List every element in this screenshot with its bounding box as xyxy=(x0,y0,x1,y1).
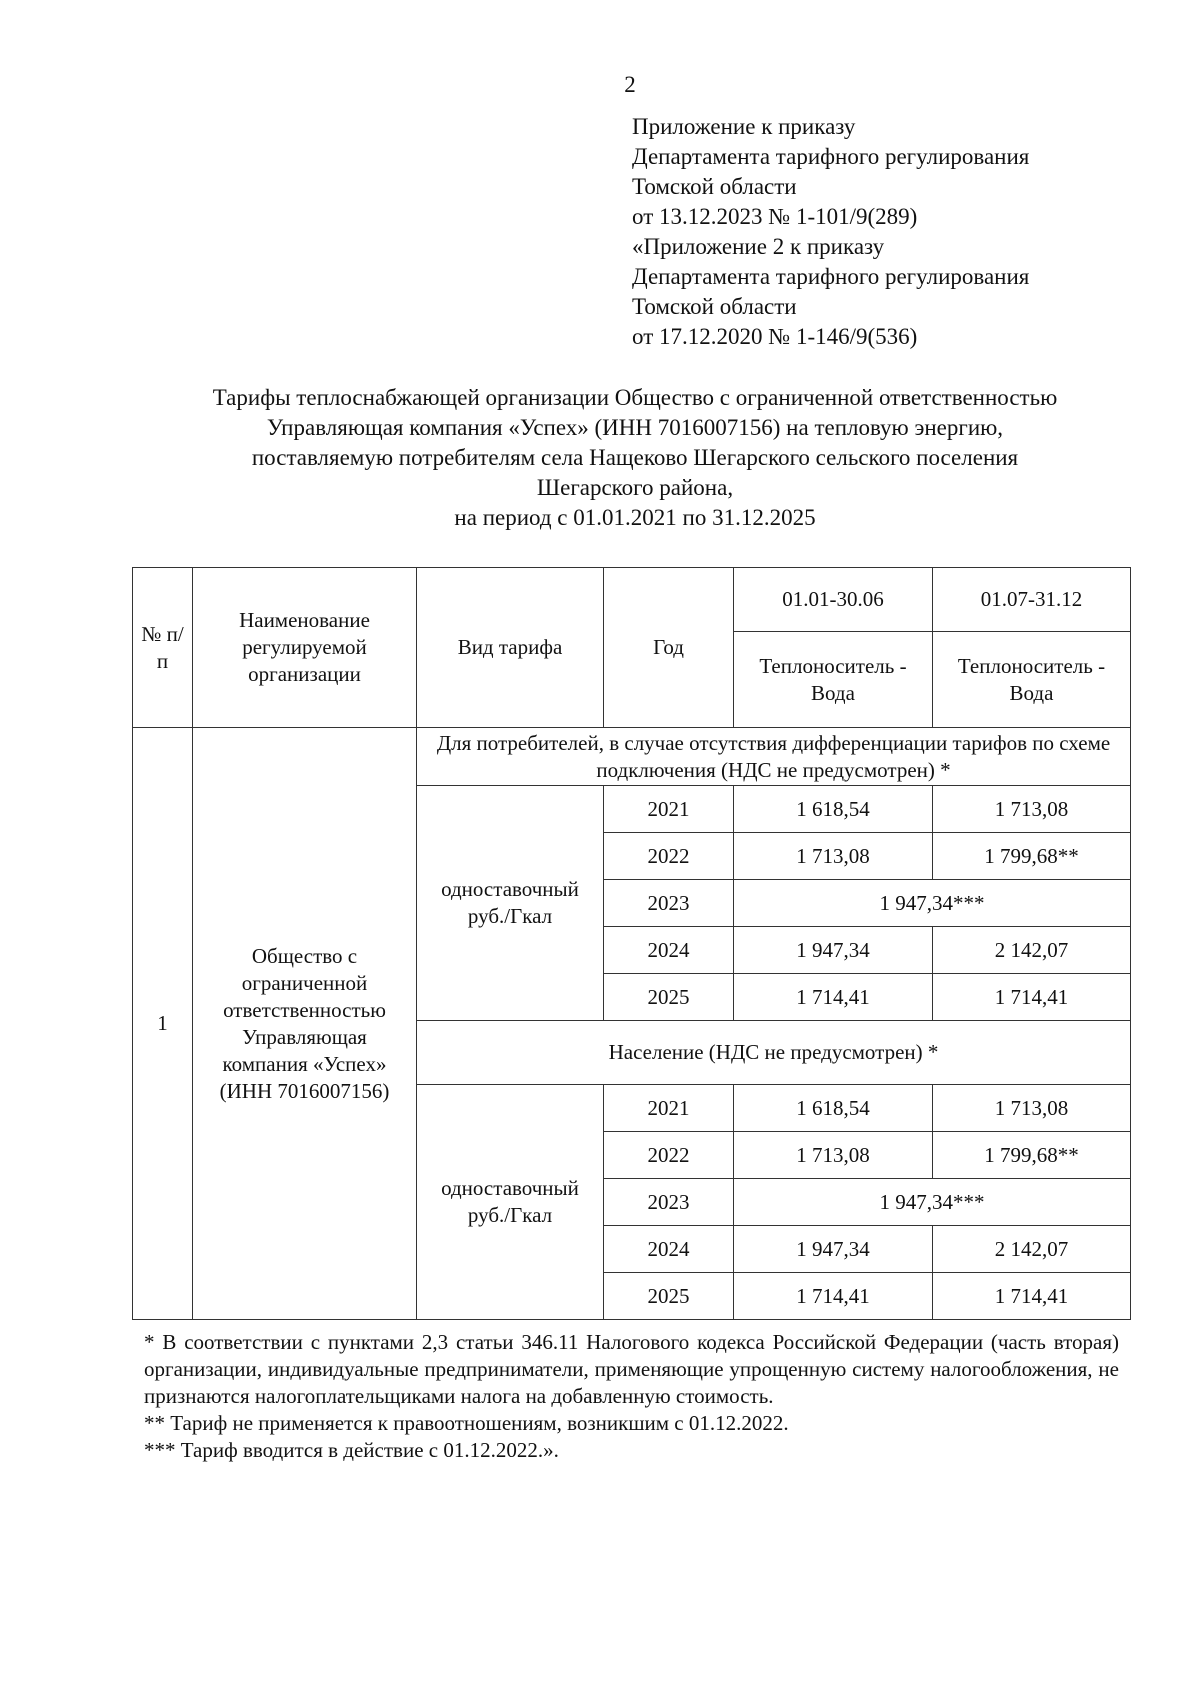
header-period-first-half: 01.01-30.06 xyxy=(734,568,933,632)
tariff-value-first-half: 1 947,34 xyxy=(734,927,933,974)
document-title xyxy=(140,383,1130,533)
footnote-tariff-not-applied: ** Тариф не применяется к правоотношениям, возникшим с 01.12.2022. xyxy=(144,1411,789,1435)
section-heading: Население (НДС не предусмотрен) * xyxy=(417,1021,1131,1085)
appendix-line: Приложение к приказу xyxy=(632,114,856,139)
footnote-tariff-effective: *** Тариф вводится в действие с 01.12.2022.». xyxy=(144,1438,559,1462)
header-carrier-first-half: Теплоноситель - Вода xyxy=(734,632,933,728)
tariff-value-second-half: 1 713,08 xyxy=(933,786,1131,833)
appendix-line: от 13.12.2023 № 1-101/9(289) xyxy=(632,204,918,229)
year-cell: 2023 xyxy=(604,1179,734,1226)
year-cell: 2025 xyxy=(604,1273,734,1320)
appendix-line: Томской области xyxy=(632,174,797,199)
year-cell: 2022 xyxy=(604,833,734,880)
tariff-value-second-half: 1 799,68** xyxy=(933,1132,1131,1179)
title-line: Шегарского района, xyxy=(536,475,734,500)
year-cell: 2021 xyxy=(604,1085,734,1132)
tariff-value-second-half: 1 799,68** xyxy=(933,833,1131,880)
year-cell: 2023 xyxy=(604,880,734,927)
tariff-value-first-half: 1 618,54 xyxy=(734,786,933,833)
title-line: Тарифы теплоснабжающей организации Общество с ограниченной ответственностью xyxy=(212,385,1058,410)
header-carrier-second-half: Теплоноситель - Вода xyxy=(933,632,1131,728)
organization-name: Общество с ограниченной ответственностью Управляющая компания «Успех» (ИНН 7016007156) xyxy=(193,728,417,1320)
tariff-value-full-year: 1 947,34*** xyxy=(734,1179,1131,1226)
appendix-line: «Приложение 2 к приказу xyxy=(632,234,885,259)
header-period-second-half: 01.07-31.12 xyxy=(933,568,1131,632)
tariff-value-first-half: 1 713,08 xyxy=(734,833,933,880)
tariff-value-first-half: 1 713,08 xyxy=(734,1132,933,1179)
header-year: Год xyxy=(604,568,734,728)
tariff-value-second-half: 1 714,41 xyxy=(933,974,1131,1021)
tariff-value-first-half: 1 618,54 xyxy=(734,1085,933,1132)
header-number: № п/п xyxy=(133,568,193,728)
footnote-vat: * В соответствии с пунктами 2,3 статьи 346.11 Налогового кодекса Российской Федерации (часть вторая) организации, индивидуальные предприниматели, применяющие упрощенную систему налогообложения, не признаются налогоплательщиками налога на добавленную стоимость. xyxy=(144,1330,1119,1408)
page-number: 2 xyxy=(624,72,636,97)
tariff-value-second-half: 2 142,07 xyxy=(933,927,1131,974)
year-cell: 2021 xyxy=(604,786,734,833)
header-organization: Наименование регулируемой организации xyxy=(193,568,417,728)
tariff-value-first-half: 1 714,41 xyxy=(734,974,933,1021)
row-number: 1 xyxy=(133,728,193,1320)
tariff-type-cell: одноставочный руб./Гкал xyxy=(417,1085,604,1320)
tariff-value-first-half: 1 947,34 xyxy=(734,1226,933,1273)
tariff-type-cell: одноставочный руб./Гкал xyxy=(417,786,604,1021)
appendix-reference xyxy=(632,112,1029,352)
tariff-value-first-half: 1 714,41 xyxy=(734,1273,933,1320)
header-tariff-type: Вид тарифа xyxy=(417,568,604,728)
year-cell: 2024 xyxy=(604,1226,734,1273)
tariff-value-full-year: 1 947,34*** xyxy=(734,880,1131,927)
footnotes xyxy=(144,1329,1119,1464)
title-line: поставляемую потребителям села Нащеково Шегарского сельского поселения xyxy=(251,445,1019,470)
title-line: на период с 01.01.2021 по 31.12.2025 xyxy=(454,505,816,530)
year-cell: 2025 xyxy=(604,974,734,1021)
appendix-line: Департамента тарифного регулирования xyxy=(632,144,1030,169)
title-line: Управляющая компания «Успех» (ИНН 7016007156) на тепловую энергию, xyxy=(266,415,1004,440)
appendix-line: от 17.12.2020 № 1-146/9(536) xyxy=(632,324,918,349)
appendix-line: Департамента тарифного регулирования xyxy=(632,264,1030,289)
appendix-line: Томской области xyxy=(632,294,797,319)
tariff-table xyxy=(132,567,1131,1320)
section-heading: Для потребителей, в случае отсутствия дифференциации тарифов по схеме подключения (НДС не предусмотрен) * xyxy=(417,728,1131,786)
year-cell: 2024 xyxy=(604,927,734,974)
year-cell: 2022 xyxy=(604,1132,734,1179)
tariff-value-second-half: 1 714,41 xyxy=(933,1273,1131,1320)
tariff-value-second-half: 1 713,08 xyxy=(933,1085,1131,1132)
tariff-value-second-half: 2 142,07 xyxy=(933,1226,1131,1273)
